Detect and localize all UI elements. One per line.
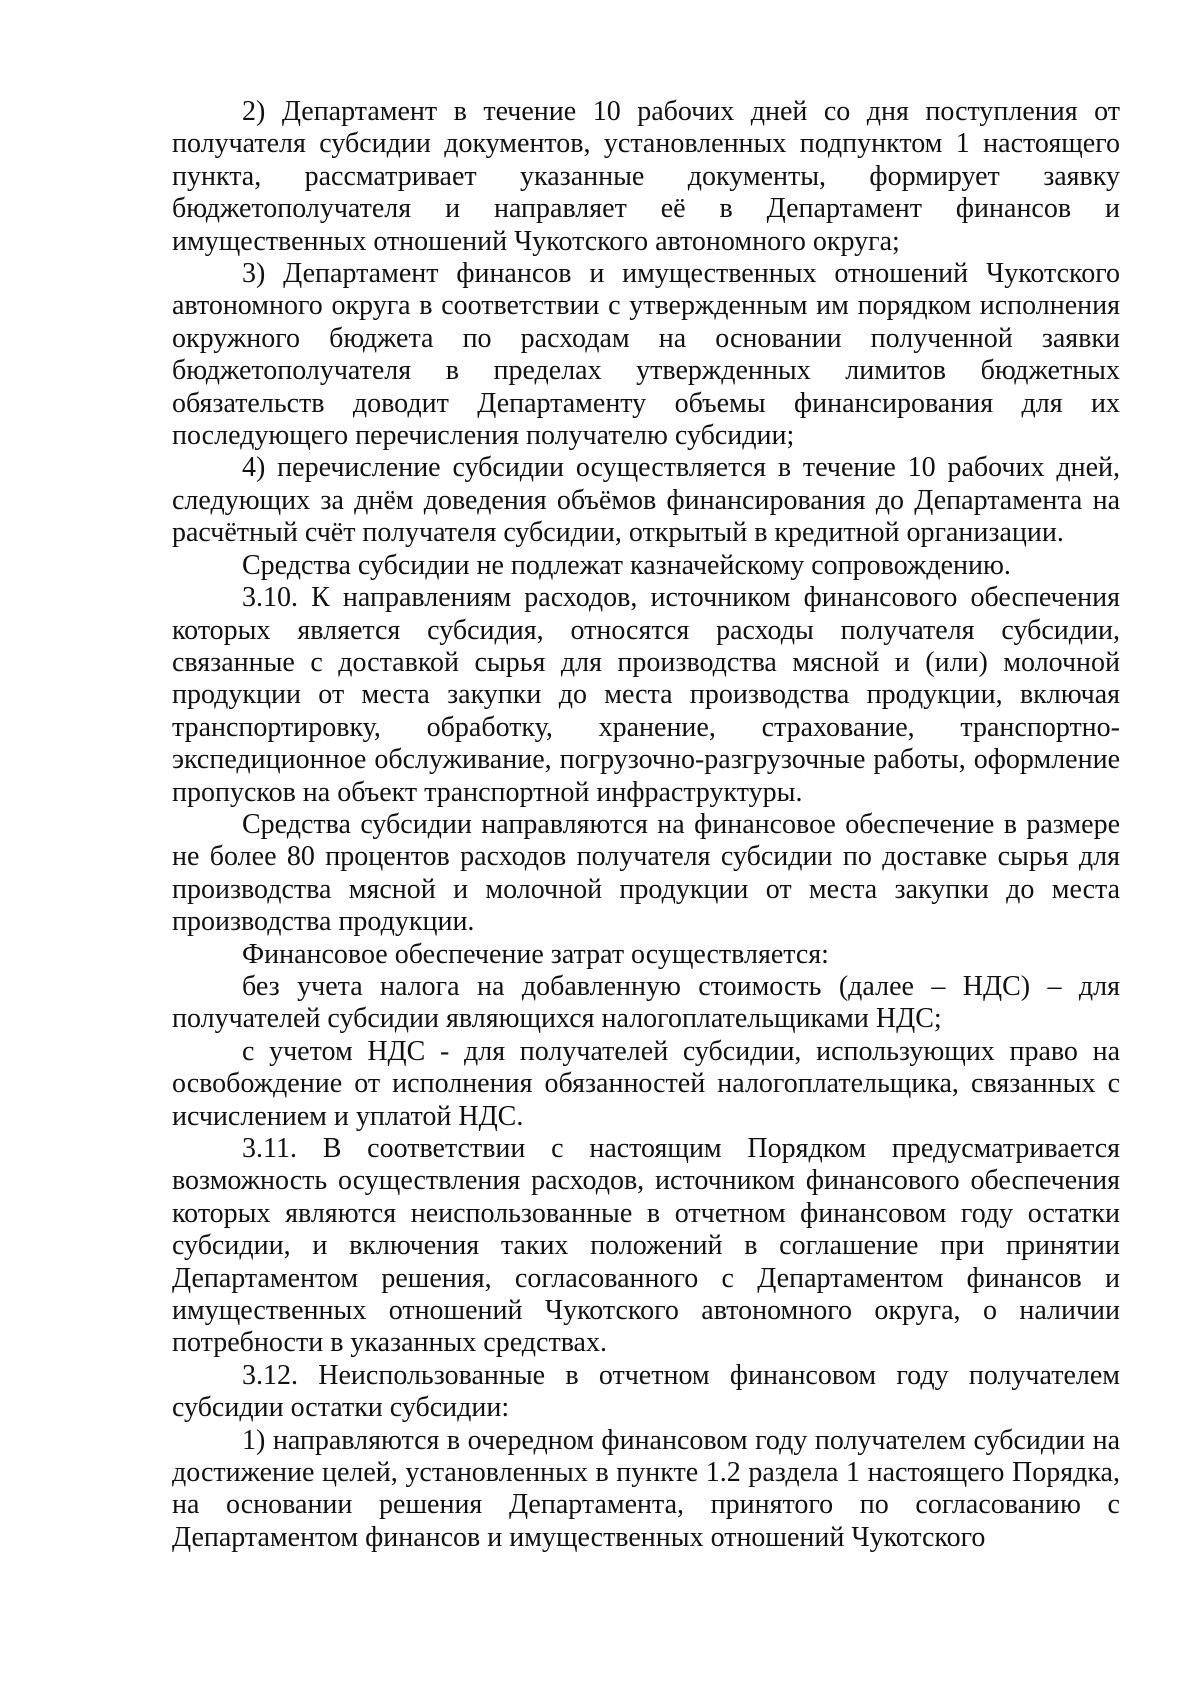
paragraph-80-percent-limit: Средства субсидии направляются на финансовое обеспечение в размере не более 80 процентов расходов получателя субсидии по доставке сырья для производства мясной и молочной продукции от места закупки до места производства продукции. (172, 808, 1120, 938)
paragraph-3-10-expense-directions: 3.10. К направлениям расходов, источником финансового обеспечения которых является субсидия, относятся расходы получателя субсидии, связанные с доставкой сырья для производства мясной и (или) молочной продукции от места закупки до места производства продукции, включая транспортировку, обработку, хранение, страхование, транспортно-экспедиционное обслуживание, погрузочно-разгрузочные работы, оформление пропусков на объект транспортной инфраструктуры. (172, 582, 1120, 808)
paragraph-item-4-transfer: 4) перечисление субсидии осуществляется в течение 10 рабочих дней, следующих за днём доведения объёмов финансирования до Департамента на расчётный счёт получателя субсидии, открытый в кредитной организации. (172, 452, 1120, 549)
paragraph-no-treasury-support: Средства субсидии не подлежат казначейскому сопровождению. (242, 549, 1011, 581)
paragraph-without-vat: без учета налога на добавленную стоимость (далее – НДС) – для получателей субсидии являющихся налогоплательщиками НДС; (172, 970, 1120, 1035)
paragraph-item-2-department-review: 2) Департамент в течение 10 рабочих дней со дня поступления от получателя субсидии документов, установленных подпунктом 1 настоящего пункта, рассматривает указанные документы, формирует заявку бюджетополучателя и направляет её в Департамент финансов и имущественных отношений Чукотского автономного округа; (172, 96, 1120, 257)
paragraph-item-3-finance-department: 3) Департамент финансов и имущественных отношений Чукотского автономного округа в соответствии с утвержденным им порядком исполнения окружного бюджета по расходам на основании полученной заявки бюджетополучателя в пределах утвержденных лимитов бюджетных обязательств доводит Департаменту объемы финансирования для их последующего перечисления получателю субсидии; (172, 258, 1120, 452)
paragraph-item-1-next-year: 1) направляются в очередном финансовом году получателем субсидии на достижение целей, установленных в пункте 1.2 раздела 1 настоящего Порядка, на основании решения Департамента, принятого по согласованию с Департаментом финансов и имущественных отношений Чукотского (172, 1424, 1120, 1553)
paragraph-3-12-heading: 3.12. Неиспользованные в отчетном финансовом году получателем субсидии остатки субсидии: (172, 1359, 1120, 1424)
paragraph-cost-support-intro: Финансовое обеспечение затрат осуществляется: (242, 938, 829, 970)
paragraph-with-vat: с учетом НДС - для получателей субсидии, использующих право на освобождение от исполнения обязанностей налогоплательщика, связанных с исчислением и уплатой НДС. (172, 1035, 1120, 1132)
paragraph-3-11-unused-balances: 3.11. В соответствии с настоящим Порядком предусматривается возможность осуществления расходов, источником финансового обеспечения которых являются неиспользованные в отчетном финансовом году остатки субсидии, и включения таких положений в соглашение при принятии Департаментом решения, согласованного с Департаментом финансов и имущественных отношений Чукотского автономного округа, о наличии потребности в указанных средствах. (172, 1133, 1120, 1359)
